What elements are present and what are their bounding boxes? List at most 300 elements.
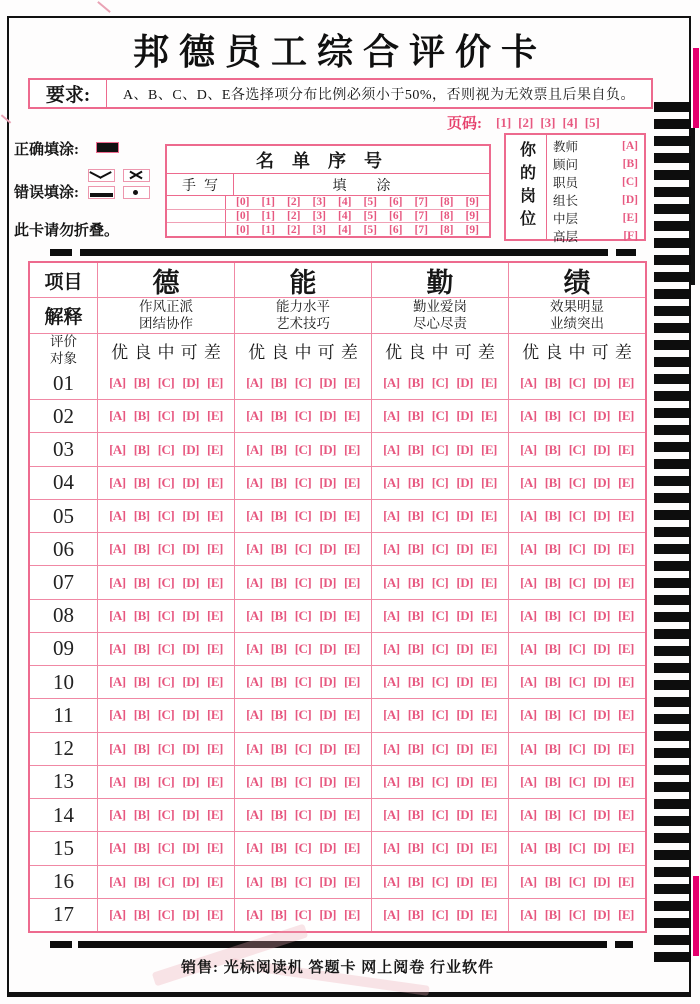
option-bubble[interactable]: [A] <box>109 740 126 756</box>
position-bubble[interactable]: [B] <box>622 158 638 170</box>
option-bubble[interactable]: [C] <box>157 906 175 922</box>
option-bubble[interactable]: [A] <box>109 873 126 889</box>
option-bubble[interactable]: [D] <box>593 541 610 557</box>
option-bubble[interactable]: [C] <box>568 707 586 723</box>
option-bubble[interactable]: [D] <box>456 574 473 590</box>
option-bubble[interactable]: [A] <box>246 674 263 690</box>
option-bubble[interactable]: [E] <box>481 441 497 457</box>
option-bubble[interactable]: [A] <box>246 375 263 391</box>
option-bubble[interactable]: [D] <box>319 773 336 789</box>
option-bubble[interactable]: [B] <box>407 375 424 391</box>
option-bubble[interactable]: [A] <box>246 574 263 590</box>
option-bubble[interactable]: [E] <box>481 873 497 889</box>
option-bubble[interactable]: [D] <box>319 408 336 424</box>
option-bubble[interactable]: [E] <box>618 807 634 823</box>
option-bubble[interactable]: [A] <box>383 873 400 889</box>
option-bubble[interactable]: [B] <box>544 375 561 391</box>
option-bubble[interactable]: [C] <box>294 408 312 424</box>
option-bubble[interactable]: [C] <box>431 474 449 490</box>
option-bubble[interactable]: [E] <box>481 707 497 723</box>
option-bubble[interactable]: [C] <box>157 607 175 623</box>
option-bubble[interactable]: [E] <box>207 441 223 457</box>
option-bubble[interactable]: [A] <box>109 508 126 524</box>
option-bubble[interactable]: [C] <box>157 807 175 823</box>
option-bubble[interactable]: [A] <box>109 674 126 690</box>
option-bubble[interactable]: [D] <box>319 906 336 922</box>
option-bubble[interactable]: [C] <box>431 840 449 856</box>
option-bubble[interactable]: [E] <box>618 607 634 623</box>
option-bubble[interactable]: [D] <box>593 674 610 690</box>
option-bubble[interactable]: [B] <box>270 740 287 756</box>
digit-bubble[interactable]: [9] <box>465 210 479 222</box>
option-bubble[interactable]: [C] <box>294 375 312 391</box>
option-bubble[interactable]: [E] <box>207 707 223 723</box>
option-bubble[interactable]: [A] <box>246 840 263 856</box>
option-bubble[interactable]: [B] <box>544 740 561 756</box>
option-bubble[interactable]: [A] <box>246 807 263 823</box>
option-bubble[interactable]: [B] <box>270 541 287 557</box>
option-bubble[interactable]: [B] <box>270 873 287 889</box>
digit-bubble[interactable]: [9] <box>465 196 479 209</box>
position-bubble[interactable]: [A] <box>622 140 638 152</box>
option-bubble[interactable]: [A] <box>383 574 400 590</box>
page-code-bubble[interactable]: [2] <box>518 114 534 130</box>
option-bubble[interactable]: [B] <box>407 441 424 457</box>
option-bubble[interactable]: [D] <box>593 873 610 889</box>
option-bubble[interactable]: [C] <box>431 640 449 656</box>
option-bubble[interactable]: [E] <box>481 408 497 424</box>
option-bubble[interactable]: [C] <box>294 740 312 756</box>
option-bubble[interactable]: [C] <box>294 807 312 823</box>
digit-bubble[interactable]: [2] <box>287 210 301 222</box>
option-bubble[interactable]: [B] <box>133 807 150 823</box>
option-bubble[interactable]: [E] <box>618 640 634 656</box>
option-bubble[interactable]: [E] <box>207 773 223 789</box>
option-bubble[interactable]: [A] <box>383 541 400 557</box>
option-bubble[interactable]: [C] <box>568 474 586 490</box>
option-bubble[interactable]: [A] <box>109 474 126 490</box>
page-code-bubble[interactable]: [4] <box>562 114 578 130</box>
option-bubble[interactable]: [D] <box>456 840 473 856</box>
option-bubble[interactable]: [A] <box>246 740 263 756</box>
option-bubble[interactable]: [B] <box>407 740 424 756</box>
option-bubble[interactable]: [B] <box>133 408 150 424</box>
digit-bubble[interactable]: [7] <box>414 196 428 209</box>
option-bubble[interactable]: [D] <box>593 807 610 823</box>
option-bubble[interactable]: [C] <box>431 574 449 590</box>
option-bubble[interactable]: [D] <box>593 840 610 856</box>
option-bubble[interactable]: [D] <box>319 873 336 889</box>
option-bubble[interactable]: [C] <box>431 607 449 623</box>
option-bubble[interactable]: [B] <box>407 508 424 524</box>
option-bubble[interactable]: [D] <box>319 707 336 723</box>
option-bubble[interactable]: [B] <box>270 441 287 457</box>
option-bubble[interactable]: [C] <box>294 840 312 856</box>
option-bubble[interactable]: [A] <box>109 607 126 623</box>
option-bubble[interactable]: [E] <box>344 441 360 457</box>
option-bubble[interactable]: [E] <box>344 640 360 656</box>
option-bubble[interactable]: [D] <box>593 707 610 723</box>
option-bubble[interactable]: [A] <box>383 640 400 656</box>
option-bubble[interactable]: [C] <box>568 441 586 457</box>
option-bubble[interactable]: [A] <box>109 807 126 823</box>
option-bubble[interactable]: [B] <box>544 674 561 690</box>
option-bubble[interactable]: [E] <box>344 408 360 424</box>
option-bubble[interactable]: [C] <box>568 807 586 823</box>
option-bubble[interactable]: [E] <box>618 408 634 424</box>
option-bubble[interactable]: [B] <box>133 574 150 590</box>
digit-bubble[interactable]: [4] <box>338 196 352 209</box>
option-bubble[interactable]: [D] <box>456 607 473 623</box>
option-bubble[interactable]: [C] <box>431 508 449 524</box>
digit-bubble[interactable]: [5] <box>363 223 377 236</box>
option-bubble[interactable]: [B] <box>407 640 424 656</box>
option-bubble[interactable]: [E] <box>344 807 360 823</box>
option-bubble[interactable]: [A] <box>383 474 400 490</box>
option-bubble[interactable]: [D] <box>182 640 199 656</box>
option-bubble[interactable]: [B] <box>407 541 424 557</box>
option-bubble[interactable]: [E] <box>618 474 634 490</box>
option-bubble[interactable]: [B] <box>133 873 150 889</box>
digit-bubble[interactable]: [7] <box>414 223 428 236</box>
option-bubble[interactable]: [E] <box>344 707 360 723</box>
digit-bubble[interactable]: [2] <box>287 196 301 209</box>
digit-bubble[interactable]: [1] <box>261 210 275 222</box>
digit-bubble[interactable]: [2] <box>287 223 301 236</box>
option-bubble[interactable]: [D] <box>593 773 610 789</box>
option-bubble[interactable]: [D] <box>456 441 473 457</box>
option-bubble[interactable]: [B] <box>544 441 561 457</box>
option-bubble[interactable]: [E] <box>207 474 223 490</box>
page-code-bubble[interactable]: [1] <box>496 114 512 130</box>
option-bubble[interactable]: [D] <box>456 740 473 756</box>
option-bubble[interactable]: [E] <box>481 574 497 590</box>
option-bubble[interactable]: [B] <box>133 640 150 656</box>
position-bubble[interactable]: [E] <box>622 212 638 224</box>
option-bubble[interactable]: [C] <box>431 807 449 823</box>
option-bubble[interactable]: [D] <box>182 541 199 557</box>
option-bubble[interactable]: [C] <box>568 574 586 590</box>
option-bubble[interactable]: [B] <box>544 707 561 723</box>
option-bubble[interactable]: [B] <box>407 574 424 590</box>
option-bubble[interactable]: [E] <box>207 607 223 623</box>
option-bubble[interactable]: [D] <box>593 441 610 457</box>
digit-bubble[interactable]: [8] <box>440 223 454 236</box>
option-bubble[interactable]: [B] <box>407 607 424 623</box>
option-bubble[interactable]: [C] <box>157 408 175 424</box>
position-bubble[interactable]: [F] <box>623 230 638 242</box>
option-bubble[interactable]: [C] <box>294 707 312 723</box>
option-bubble[interactable]: [A] <box>109 408 126 424</box>
option-bubble[interactable]: [E] <box>207 840 223 856</box>
option-bubble[interactable]: [A] <box>246 640 263 656</box>
option-bubble[interactable]: [E] <box>344 574 360 590</box>
option-bubble[interactable]: [E] <box>481 807 497 823</box>
option-bubble[interactable]: [B] <box>544 474 561 490</box>
option-bubble[interactable]: [A] <box>109 541 126 557</box>
option-bubble[interactable]: [D] <box>456 807 473 823</box>
option-bubble[interactable]: [E] <box>618 541 634 557</box>
option-bubble[interactable]: [A] <box>520 873 537 889</box>
option-bubble[interactable]: [C] <box>294 607 312 623</box>
option-bubble[interactable]: [B] <box>544 807 561 823</box>
option-bubble[interactable]: [E] <box>618 574 634 590</box>
option-bubble[interactable]: [D] <box>593 740 610 756</box>
option-bubble[interactable]: [E] <box>344 773 360 789</box>
option-bubble[interactable]: [E] <box>344 375 360 391</box>
option-bubble[interactable]: [D] <box>319 474 336 490</box>
option-bubble[interactable]: [E] <box>344 840 360 856</box>
option-bubble[interactable]: [B] <box>133 508 150 524</box>
option-bubble[interactable]: [E] <box>618 840 634 856</box>
option-bubble[interactable]: [E] <box>207 873 223 889</box>
option-bubble[interactable]: [D] <box>319 840 336 856</box>
option-bubble[interactable]: [B] <box>133 707 150 723</box>
option-bubble[interactable]: [C] <box>568 840 586 856</box>
option-bubble[interactable]: [C] <box>568 607 586 623</box>
option-bubble[interactable]: [A] <box>383 674 400 690</box>
option-bubble[interactable]: [A] <box>520 607 537 623</box>
option-bubble[interactable]: [C] <box>157 640 175 656</box>
option-bubble[interactable]: [C] <box>157 773 175 789</box>
option-bubble[interactable]: [B] <box>270 607 287 623</box>
option-bubble[interactable]: [B] <box>544 574 561 590</box>
digit-bubble[interactable]: [3] <box>312 223 326 236</box>
option-bubble[interactable]: [C] <box>431 773 449 789</box>
option-bubble[interactable]: [E] <box>481 607 497 623</box>
option-bubble[interactable]: [B] <box>544 873 561 889</box>
option-bubble[interactable]: [D] <box>593 408 610 424</box>
option-bubble[interactable]: [B] <box>133 740 150 756</box>
option-bubble[interactable]: [B] <box>270 640 287 656</box>
option-bubble[interactable]: [E] <box>344 607 360 623</box>
option-bubble[interactable]: [C] <box>568 873 586 889</box>
option-bubble[interactable]: [E] <box>618 873 634 889</box>
option-bubble[interactable]: [C] <box>294 441 312 457</box>
option-bubble[interactable]: [C] <box>157 840 175 856</box>
option-bubble[interactable]: [C] <box>157 508 175 524</box>
option-bubble[interactable]: [C] <box>294 474 312 490</box>
option-bubble[interactable]: [E] <box>481 375 497 391</box>
option-bubble[interactable]: [B] <box>544 840 561 856</box>
option-bubble[interactable]: [C] <box>568 541 586 557</box>
digit-bubble[interactable]: [3] <box>312 210 326 222</box>
option-bubble[interactable]: [E] <box>207 906 223 922</box>
option-bubble[interactable]: [B] <box>133 906 150 922</box>
option-bubble[interactable]: [A] <box>109 707 126 723</box>
option-bubble[interactable]: [E] <box>481 541 497 557</box>
option-bubble[interactable]: [A] <box>109 574 126 590</box>
option-bubble[interactable]: [E] <box>481 640 497 656</box>
option-bubble[interactable]: [A] <box>246 474 263 490</box>
digit-bubble[interactable]: [4] <box>338 210 352 222</box>
digit-bubble[interactable]: [1] <box>261 196 275 209</box>
option-bubble[interactable]: [A] <box>246 441 263 457</box>
option-bubble[interactable]: [D] <box>182 906 199 922</box>
position-bubble[interactable]: [C] <box>622 176 638 188</box>
option-bubble[interactable]: [B] <box>407 906 424 922</box>
digit-bubble[interactable]: [8] <box>440 210 454 222</box>
option-bubble[interactable]: [A] <box>246 906 263 922</box>
option-bubble[interactable]: [A] <box>520 840 537 856</box>
option-bubble[interactable]: [D] <box>319 807 336 823</box>
option-bubble[interactable]: [A] <box>520 408 537 424</box>
option-bubble[interactable]: [C] <box>431 906 449 922</box>
option-bubble[interactable]: [B] <box>407 408 424 424</box>
option-bubble[interactable]: [C] <box>294 574 312 590</box>
option-bubble[interactable]: [D] <box>182 375 199 391</box>
option-bubble[interactable]: [B] <box>133 773 150 789</box>
option-bubble[interactable]: [A] <box>109 773 126 789</box>
digit-bubble[interactable]: [6] <box>389 196 403 209</box>
option-bubble[interactable]: [B] <box>270 408 287 424</box>
option-bubble[interactable]: [A] <box>520 474 537 490</box>
option-bubble[interactable]: [B] <box>270 474 287 490</box>
option-bubble[interactable]: [D] <box>456 873 473 889</box>
option-bubble[interactable]: [C] <box>157 474 175 490</box>
digit-bubble[interactable]: [8] <box>440 196 454 209</box>
option-bubble[interactable]: [E] <box>618 773 634 789</box>
option-bubble[interactable]: [D] <box>319 508 336 524</box>
option-bubble[interactable]: [B] <box>270 906 287 922</box>
option-bubble[interactable]: [B] <box>133 840 150 856</box>
option-bubble[interactable]: [E] <box>481 906 497 922</box>
option-bubble[interactable]: [D] <box>456 508 473 524</box>
option-bubble[interactable]: [E] <box>618 674 634 690</box>
option-bubble[interactable]: [D] <box>593 607 610 623</box>
option-bubble[interactable]: [E] <box>207 508 223 524</box>
option-bubble[interactable]: [A] <box>246 541 263 557</box>
option-bubble[interactable]: [C] <box>157 740 175 756</box>
option-bubble[interactable]: [E] <box>481 773 497 789</box>
option-bubble[interactable]: [E] <box>618 740 634 756</box>
option-bubble[interactable]: [A] <box>383 707 400 723</box>
digit-bubble[interactable]: [5] <box>363 196 377 209</box>
option-bubble[interactable]: [C] <box>431 441 449 457</box>
digit-bubble[interactable]: [5] <box>363 210 377 222</box>
option-bubble[interactable]: [A] <box>520 640 537 656</box>
option-bubble[interactable]: [E] <box>618 375 634 391</box>
option-bubble[interactable]: [D] <box>319 574 336 590</box>
option-bubble[interactable]: [D] <box>456 408 473 424</box>
option-bubble[interactable]: [B] <box>133 441 150 457</box>
option-bubble[interactable]: [D] <box>319 640 336 656</box>
option-bubble[interactable]: [C] <box>157 441 175 457</box>
option-bubble[interactable]: [A] <box>520 441 537 457</box>
option-bubble[interactable]: [E] <box>207 640 223 656</box>
option-bubble[interactable]: [E] <box>481 508 497 524</box>
option-bubble[interactable]: [D] <box>182 807 199 823</box>
option-bubble[interactable]: [D] <box>182 441 199 457</box>
option-bubble[interactable]: [E] <box>207 408 223 424</box>
option-bubble[interactable]: [E] <box>344 508 360 524</box>
option-bubble[interactable]: [D] <box>182 707 199 723</box>
option-bubble[interactable]: [B] <box>544 640 561 656</box>
option-bubble[interactable]: [D] <box>182 873 199 889</box>
option-bubble[interactable]: [D] <box>456 707 473 723</box>
option-bubble[interactable]: [E] <box>344 474 360 490</box>
option-bubble[interactable]: [A] <box>520 740 537 756</box>
option-bubble[interactable]: [D] <box>593 474 610 490</box>
option-bubble[interactable]: [B] <box>270 574 287 590</box>
option-bubble[interactable]: [B] <box>270 773 287 789</box>
option-bubble[interactable]: [B] <box>270 840 287 856</box>
option-bubble[interactable]: [B] <box>270 508 287 524</box>
option-bubble[interactable]: [B] <box>133 674 150 690</box>
option-bubble[interactable]: [C] <box>431 375 449 391</box>
option-bubble[interactable]: [C] <box>568 740 586 756</box>
option-bubble[interactable]: [E] <box>481 474 497 490</box>
digit-bubble[interactable]: [0] <box>236 223 250 236</box>
option-bubble[interactable]: [D] <box>319 541 336 557</box>
option-bubble[interactable]: [E] <box>618 906 634 922</box>
option-bubble[interactable]: [D] <box>182 674 199 690</box>
option-bubble[interactable]: [D] <box>182 607 199 623</box>
option-bubble[interactable]: [D] <box>456 640 473 656</box>
option-bubble[interactable]: [B] <box>133 607 150 623</box>
option-bubble[interactable]: [C] <box>431 674 449 690</box>
option-bubble[interactable]: [D] <box>456 541 473 557</box>
option-bubble[interactable]: [A] <box>246 408 263 424</box>
option-bubble[interactable]: [C] <box>294 773 312 789</box>
option-bubble[interactable]: [A] <box>246 773 263 789</box>
option-bubble[interactable]: [B] <box>133 375 150 391</box>
option-bubble[interactable]: [E] <box>207 740 223 756</box>
option-bubble[interactable]: [C] <box>431 408 449 424</box>
option-bubble[interactable]: [C] <box>294 906 312 922</box>
option-bubble[interactable]: [B] <box>407 840 424 856</box>
digit-bubble[interactable]: [0] <box>236 210 250 222</box>
option-bubble[interactable]: [C] <box>157 375 175 391</box>
option-bubble[interactable]: [A] <box>520 773 537 789</box>
option-bubble[interactable]: [D] <box>456 474 473 490</box>
option-bubble[interactable]: [C] <box>431 707 449 723</box>
option-bubble[interactable]: [C] <box>157 574 175 590</box>
option-bubble[interactable]: [B] <box>270 807 287 823</box>
option-bubble[interactable]: [A] <box>383 607 400 623</box>
option-bubble[interactable]: [D] <box>456 375 473 391</box>
handwrite-cell[interactable] <box>167 196 226 209</box>
option-bubble[interactable]: [C] <box>157 873 175 889</box>
option-bubble[interactable]: [E] <box>344 906 360 922</box>
option-bubble[interactable]: [B] <box>407 674 424 690</box>
option-bubble[interactable]: [D] <box>319 607 336 623</box>
digit-bubble[interactable]: [6] <box>389 210 403 222</box>
option-bubble[interactable]: [B] <box>544 773 561 789</box>
option-bubble[interactable]: [E] <box>344 873 360 889</box>
option-bubble[interactable]: [D] <box>182 408 199 424</box>
option-bubble[interactable]: [B] <box>544 408 561 424</box>
option-bubble[interactable]: [E] <box>207 674 223 690</box>
option-bubble[interactable]: [A] <box>520 508 537 524</box>
option-bubble[interactable]: [A] <box>383 906 400 922</box>
option-bubble[interactable]: [C] <box>294 873 312 889</box>
option-bubble[interactable]: [A] <box>383 807 400 823</box>
option-bubble[interactable]: [A] <box>383 508 400 524</box>
option-bubble[interactable]: [D] <box>456 906 473 922</box>
option-bubble[interactable]: [D] <box>593 375 610 391</box>
option-bubble[interactable]: [A] <box>520 541 537 557</box>
option-bubble[interactable]: [C] <box>568 906 586 922</box>
option-bubble[interactable]: [D] <box>182 574 199 590</box>
option-bubble[interactable]: [B] <box>270 707 287 723</box>
option-bubble[interactable]: [A] <box>109 375 126 391</box>
position-bubble[interactable]: [D] <box>622 194 638 206</box>
option-bubble[interactable]: [E] <box>207 541 223 557</box>
option-bubble[interactable]: [D] <box>319 674 336 690</box>
option-bubble[interactable]: [C] <box>568 508 586 524</box>
digit-bubble[interactable]: [0] <box>236 196 250 209</box>
